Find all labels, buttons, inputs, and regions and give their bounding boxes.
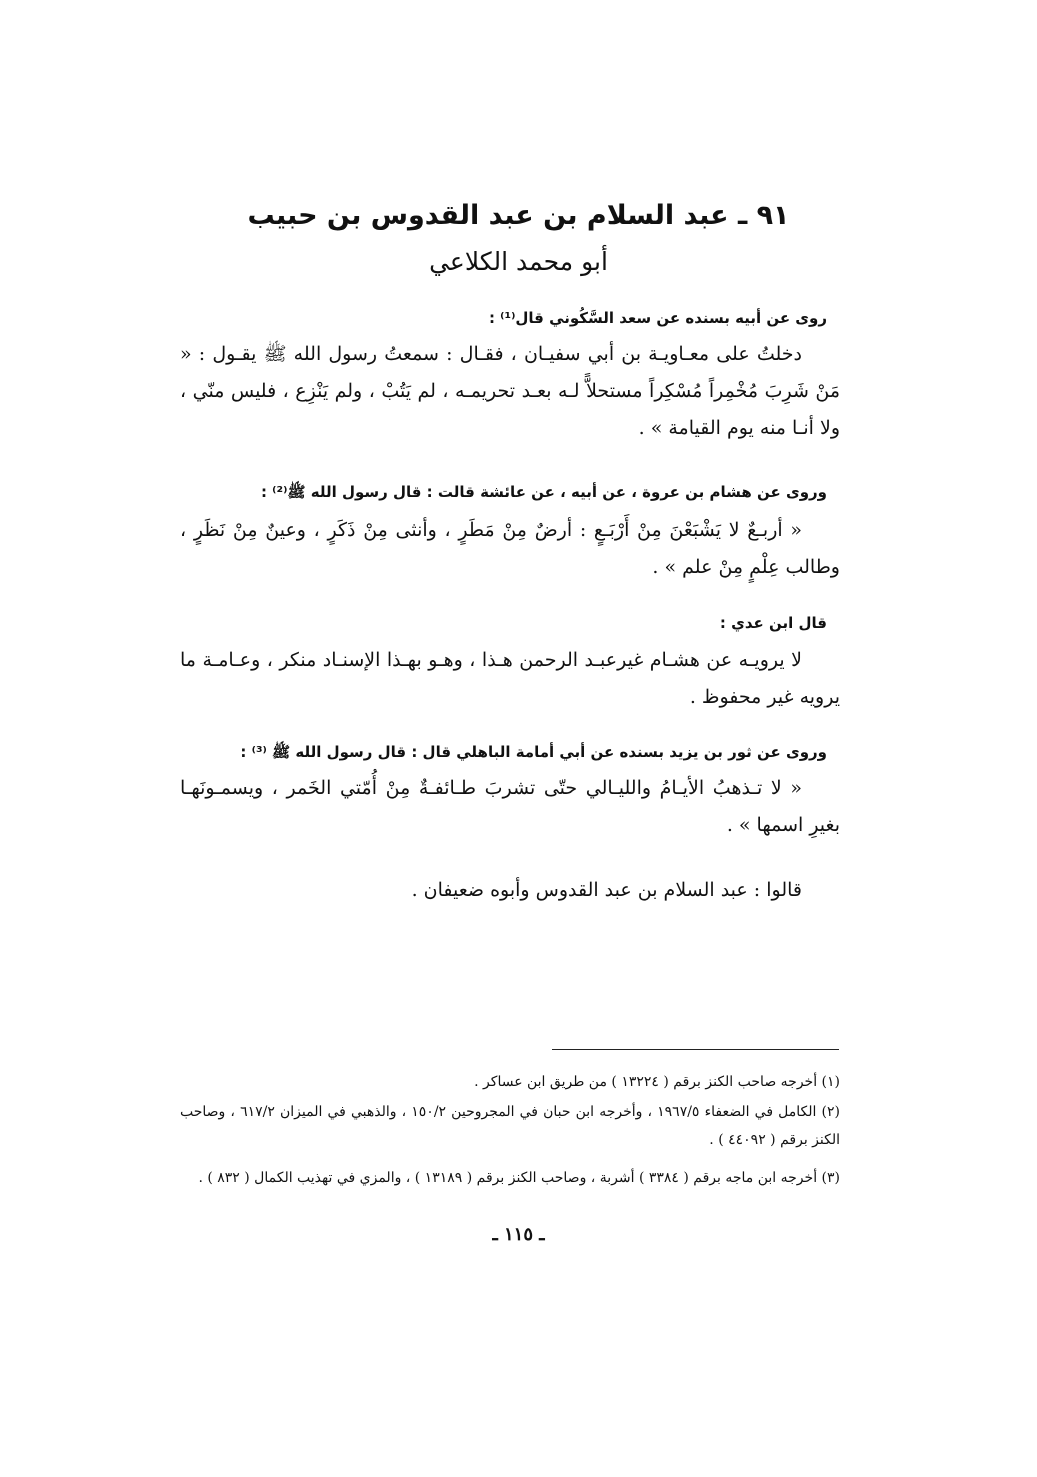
narration-line: قال ابن عدي : [719, 614, 827, 632]
hadith-paragraph: « لا تـذهبُ الأيـامُ والليـالي حتّى تشربَ طـائفـةٌ مِنْ أُمّتي الخَمر ، ويسمـونَهـا بغيرِ اسمها » . [180, 777, 840, 836]
narration-line: وروى عن هشام بن عروة ، عن أبيه ، عن عائشة قالت : قال رسول الله ﷺ⁽²⁾ : [260, 483, 827, 501]
footnote-divider [552, 1049, 839, 1050]
commentary-paragraph: لا يرويـه عن هشـام غيرعبـد الرحمن هـذا ، وهـو بهـذا الإسنـاد منكر ، وعـامـة ما يرويه غير محفوظ . [180, 649, 840, 708]
footnote-item: (٣) أخرجه ابن ماجه برقم ( ٣٣٨٤ ) أشربة ، وصاحب الكنز برقم ( ١٣١٨٩ ) ، والمزي في تهذيب الكمال ( ٨٣٢ ) . [198, 1170, 840, 1186]
entry-title: ٩١ ـ عبد السلام بن عبد القدوس بن حبيب [247, 200, 790, 231]
hadith-paragraph: « أربـعٌ لا يَشْبَعْنَ مِنْ أَرْبَـعٍ : أرضٌ مِنْ مَطَرٍ ، وأنثى مِنْ ذَكَرٍ ، وعينٌ مِنْ نَظَرٍ ، وطالب عِلْمٍ مِنْ علم » . [180, 519, 840, 578]
narration-line: وروى عن ثور بن يزيد بسنده عن أبي أمامة الباهلي قال : قال رسول الله ﷺ ⁽³⁾ : [240, 743, 827, 761]
footnote-item: (٢) الكامل في الضعفاء ١٩٦٧/٥ ، وأخرجه ابن حبان في المجروحين ١٥٠/٢ ، والذهبي في الميزان ٦١٧/٢ ، وصاحب الكنز برقم ( ٤٤٠٩٢ ) . [180, 1104, 841, 1148]
narration-line: روى عن أبيه بسنده عن سعد السَّكُوني قال⁽¹⁾ : [488, 309, 827, 327]
footnote-item: (١) أخرجه صاحب الكنز برقم ( ١٣٢٢٤ ) من طريق ابن عساكر . [474, 1074, 840, 1090]
page-number: ـ ١١٥ ـ [492, 1224, 545, 1245]
entry-subtitle: أبو محمد الكلاعي [429, 247, 608, 276]
conclusion-paragraph: قالوا : عبد السلام بن عبد القدوس وأبوه ضعيفان . [411, 879, 802, 901]
hadith-paragraph: دخلتُ على معـاويـة بن أبي سفيـان ، فقـال : سمعتُ رسول الله ﷺ يقـول : « مَنْ شَرِبَ مُخْمِراً مُسْكِراً مستحلاًّ لـه بعـد تحريمـه ، لم يَتُبْ ، ولم يَنْزِع ، فليس منّي ، ولا أنـا منه يوم القيامة » . [180, 343, 840, 439]
